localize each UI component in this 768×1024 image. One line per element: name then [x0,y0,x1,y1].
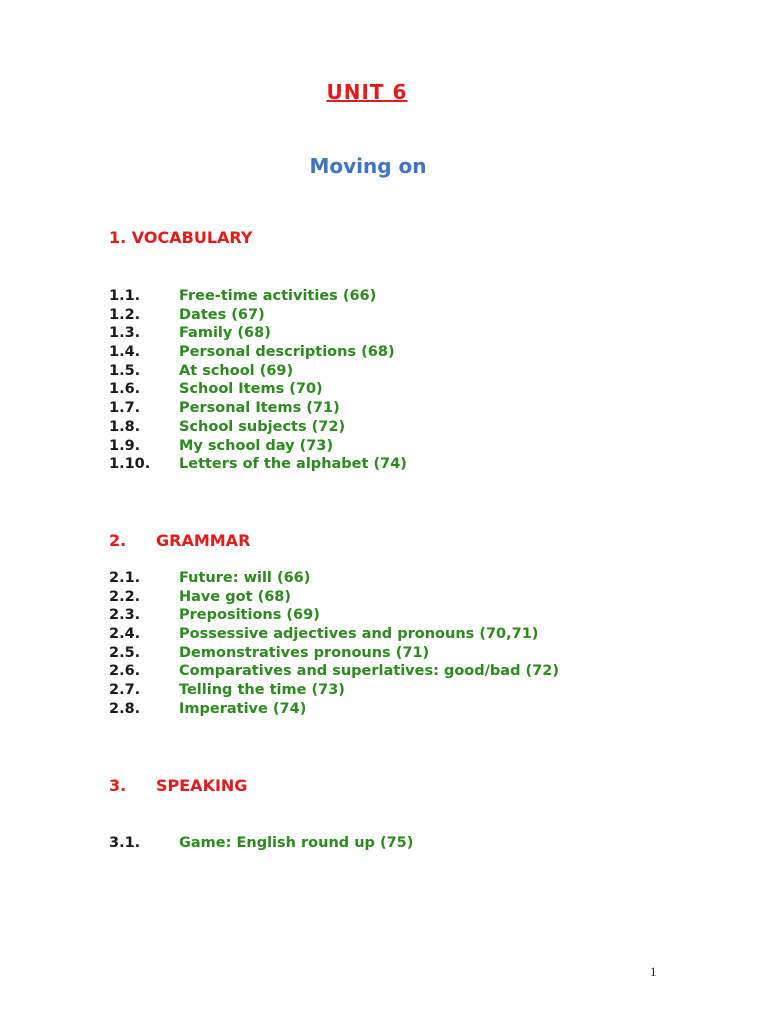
list-item [109,437,407,456]
list-item [109,324,407,343]
item-text: Personal Items (71) [179,400,340,417]
item-number: 1.2. [109,306,141,323]
list-item [109,588,559,607]
list-item [109,362,407,381]
list-item [109,455,407,474]
section-number: 2. [109,531,127,550]
item-text: Letters of the alphabet (74) [179,456,407,473]
list-item [109,606,559,625]
list-item [109,662,559,681]
item-text: Dates (67) [179,306,265,323]
item-text: Free-time activities (66) [179,288,377,304]
section-heading-vocabulary [109,228,252,247]
list-item [109,343,407,362]
item-number: 2.6. [109,663,141,680]
list-item [109,700,559,719]
item-number: 2.7. [109,682,141,699]
item-number: 1.6. [109,381,141,398]
item-text: Imperative (74) [179,700,307,717]
section-heading-grammar [109,531,250,550]
item-number: 2.1. [109,570,141,586]
section-title: SPEAKING [156,776,248,795]
section-title: VOCABULARY [131,228,253,247]
section-number: 1. [109,228,127,247]
item-text: Comparatives and superlatives: good/bad (72) [179,663,559,680]
item-number: 1.1. [109,288,141,304]
item-number: 1.7. [109,400,141,417]
item-text: Personal descriptions (68) [179,344,395,361]
vocabulary-list [109,287,407,474]
list-item [109,644,559,663]
item-text: Demonstratives pronouns (71) [179,644,430,661]
list-item [109,681,559,700]
item-text: At school (69) [179,362,294,379]
section-title: GRAMMAR [156,531,251,550]
list-item [109,625,559,644]
item-text: School subjects (72) [179,418,346,435]
item-text: Telling the time (73) [179,682,345,699]
item-text: Game: English round up (75) [179,835,414,851]
item-text: School Items (70) [179,381,323,398]
item-text: Family (68) [179,325,271,342]
item-number: 1.4. [109,344,141,361]
list-item [109,287,407,306]
item-number: 1.5. [109,362,141,379]
unit-subtitle: Moving on [309,154,427,178]
item-number: 1.9. [109,437,141,454]
list-item [109,418,407,437]
item-number: 2.8. [109,700,141,717]
grammar-list [109,569,559,719]
section-heading-speaking [109,776,247,795]
item-text: Possessive adjectives and pronouns (70,71) [179,626,539,643]
list-item [109,399,407,418]
item-number: 2.4. [109,626,141,643]
item-text: Have got (68) [179,588,292,605]
item-number: 2.2. [109,588,141,605]
item-number: 3.1. [109,835,141,851]
item-number: 1.3. [109,325,141,342]
list-item [109,569,559,588]
list-item [109,380,407,399]
item-text: My school day (73) [179,437,334,454]
item-text: Prepositions (69) [179,607,320,624]
item-number: 1.8. [109,418,141,435]
list-item [109,834,413,853]
item-number: 2.3. [109,607,141,624]
page-number: 1 [650,964,657,979]
speaking-list [109,834,413,853]
list-item [109,306,407,325]
item-number: 2.5. [109,644,141,661]
item-text: Future: will (66) [179,570,311,586]
unit-title: UNIT 6 [326,80,408,104]
item-number: 1.10. [109,456,151,473]
section-number: 3. [109,776,127,795]
